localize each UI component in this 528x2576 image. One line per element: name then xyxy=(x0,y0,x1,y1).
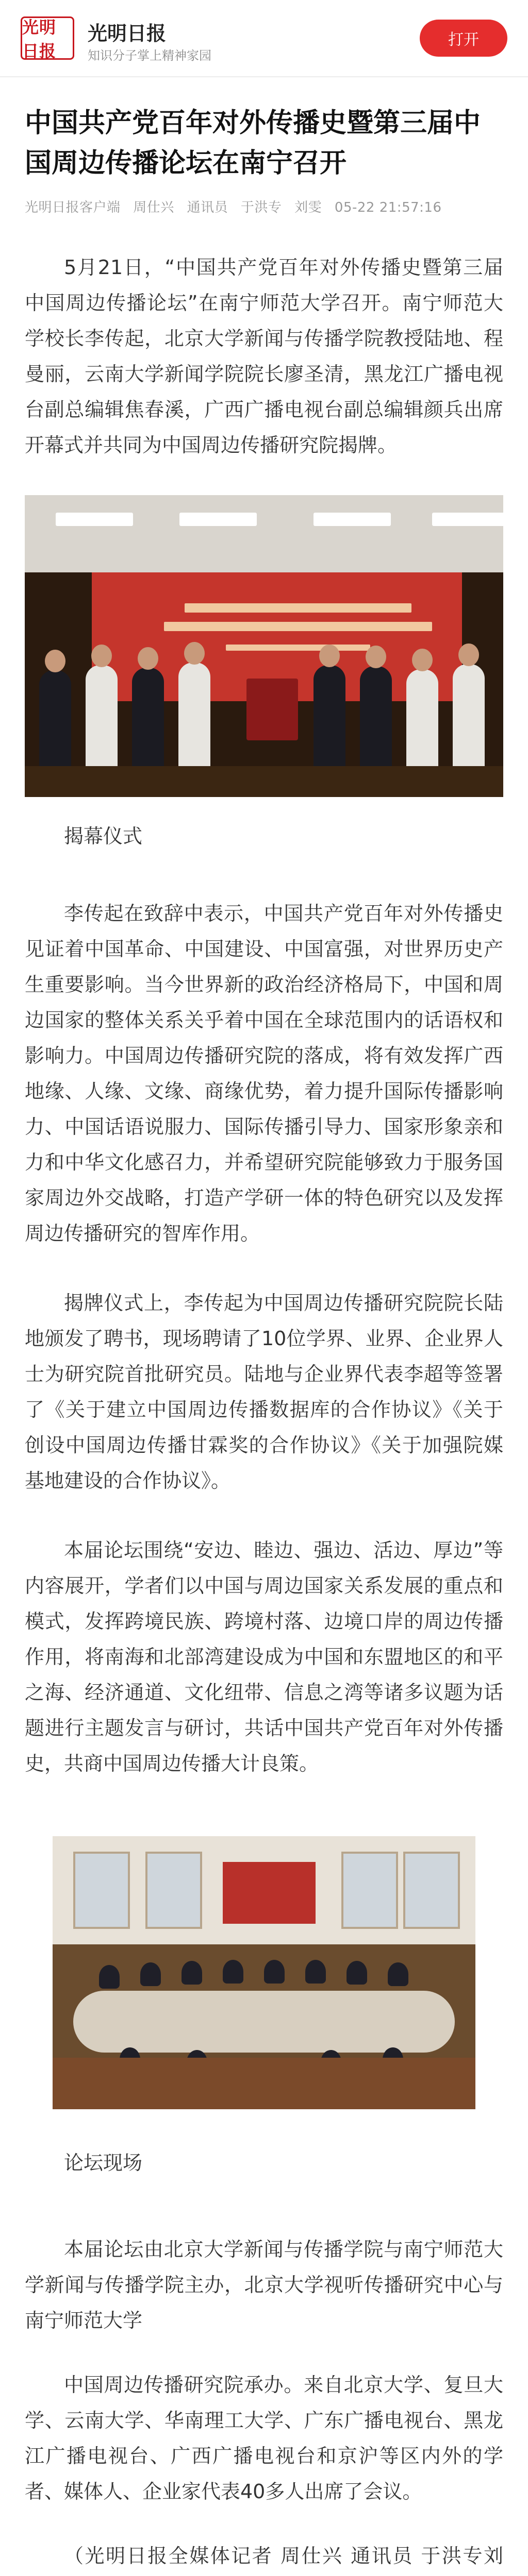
person-head xyxy=(412,649,433,671)
paragraph-2: 李传起在致辞中表示，中国共产党百年对外传播史见证着中国革命、中国建设、中国富强，对世界历史产生重要影响。当今世界新的政治经济格局下，中国和周边国家的整体关系关乎着中国在全球范围内的话语权和影响力。中国周边传播研究院的落成，将有效发挥广西地缘、人缘、文缘、商缘优势，着力提升国际传播影响力、中国话语说服力、国际传播引导力、国家形象亲和力和中华文化感召力，并希望研究院能够致力于服务国家周边外交战略，打造产学研一体的特色研究以及发挥周边传播研究的智库作用。 xyxy=(25,902,503,1245)
photo-window xyxy=(403,1852,460,1929)
person-head xyxy=(138,647,158,670)
meta-source: 光明日报客户端 xyxy=(25,200,121,215)
photo-window xyxy=(341,1852,398,1929)
attendee xyxy=(346,1961,367,1985)
paragraph-7: （光明日报全媒体记者 周仕兴 通讯员 于洪专刘 xyxy=(64,2545,503,2567)
attendee xyxy=(305,1960,326,1984)
meta-time: 05-22 21:57:16 xyxy=(334,200,442,215)
red-banner xyxy=(223,1862,316,1924)
attendee xyxy=(140,1962,161,1986)
person xyxy=(86,665,118,778)
attendee xyxy=(182,1961,202,1985)
ceiling-lamp xyxy=(179,513,257,526)
paragraph-3: 揭牌仪式上，李传起为中国周边传播研究院院长陆地颁发了聘书，现场聘请了10位学界、业界、企业界人士为研究院首批研究员。陆地与企业界代表李超等签署了《关于建立中国周边传播数据库的合作协议》《关于创设中国周边传播甘霖奖的合作协议》《关于加强院媒基地建设的合作协议》。 xyxy=(25,1292,503,1492)
article-title: 中国共产党百年对外传播史暨第三届中国周边传播论坛在南宁召开 xyxy=(25,108,481,179)
person-head xyxy=(458,643,479,666)
photo-ceiling xyxy=(25,495,503,572)
person xyxy=(360,666,392,778)
screen-text-line xyxy=(164,622,432,631)
person xyxy=(453,664,485,778)
person-head xyxy=(366,646,386,668)
attendee xyxy=(99,1965,120,1989)
meta-reporter: 周仕兴 xyxy=(133,200,174,215)
brand-slogan: 知识分子掌上精神家园 xyxy=(88,48,211,63)
person-head xyxy=(45,650,65,672)
red-plaque xyxy=(246,679,298,740)
person xyxy=(406,669,438,778)
meta-author: 于洪专 xyxy=(240,200,282,215)
guangming-logo xyxy=(21,16,74,60)
screen-text-line xyxy=(226,645,370,651)
article-meta xyxy=(25,197,503,216)
paragraph-1: 5月21日，“中国共产党百年对外传播史暨第三届中国周边传播论坛”在南宁师范大学召开。南宁师范大学校长李传起，北京大学新闻与传播学院教授陆地、程曼丽，云南大学新闻学院院长廖圣清，黑龙江广播电视台副总编辑焦春溪，广西广播电视台副总编辑颜兵出席开幕式并共同为中国周边传播研究院揭牌。 xyxy=(25,256,503,456)
article xyxy=(0,103,528,2576)
person xyxy=(132,668,164,778)
paragraph-6: 中国周边传播研究院承办。来自北京大学、复旦大学、云南大学、华南理工大学、广东广播电视台、黑龙江广播电视台、广西广播电视台和京沪等区内外的学者、媒体人、企业家代表40多人出席了会议。 xyxy=(25,2374,503,2503)
ceiling-lamp xyxy=(56,513,133,526)
app-header xyxy=(0,0,528,77)
conference-table xyxy=(73,1991,455,2053)
attendee xyxy=(223,1960,243,1984)
logo-text: 光明日报 xyxy=(22,18,57,61)
photo-carpet xyxy=(53,2058,475,2109)
photo-floor xyxy=(25,766,503,797)
person-head xyxy=(184,642,205,665)
photo-window xyxy=(145,1852,202,1929)
person-head xyxy=(91,645,112,667)
brand-name: 光明日报 xyxy=(88,22,167,45)
photo-caption: 揭幕仪式 xyxy=(64,825,143,848)
ceiling-lamp xyxy=(314,513,391,526)
meta-author2: 刘雯 xyxy=(294,200,322,215)
attendee xyxy=(264,1960,285,1984)
ceiling-lamp xyxy=(432,513,503,526)
photo-caption: 论坛现场 xyxy=(64,2151,143,2174)
person xyxy=(178,663,210,778)
person-head xyxy=(319,645,340,667)
paragraph-5: 本届论坛由北京大学新闻与传播学院与南宁师范大学新闻与传播学院主办，北京大学视听传播研究中心与南宁师范大学 xyxy=(25,2238,503,2332)
photo-window xyxy=(73,1852,130,1929)
attendee xyxy=(388,1962,408,1986)
person xyxy=(314,665,345,778)
forum-photo[interactable] xyxy=(53,1836,475,2109)
meta-correspondent: 通讯员 xyxy=(187,200,228,215)
paragraph-4: 本届论坛围绕“安边、睦边、强边、活边、厚边”等内容展开，学者们以中国与周边国家关系发展的重点和模式，发挥跨境民族、跨境村落、边境口岸的周边传播作用，将南海和北部湾建设成为中国和东盟地区的和平之海、经济通道、文化纽带、信息之湾等诸多议题为话题进行主题发言与研讨，共话中国共产党百年对外传播史，共商中国周边传播大计良策。 xyxy=(25,1539,503,1775)
open-app-button[interactable]: 打开 xyxy=(420,20,507,57)
unveiling-photo[interactable] xyxy=(25,495,503,797)
screen-text-line xyxy=(185,603,411,613)
person xyxy=(39,670,71,778)
